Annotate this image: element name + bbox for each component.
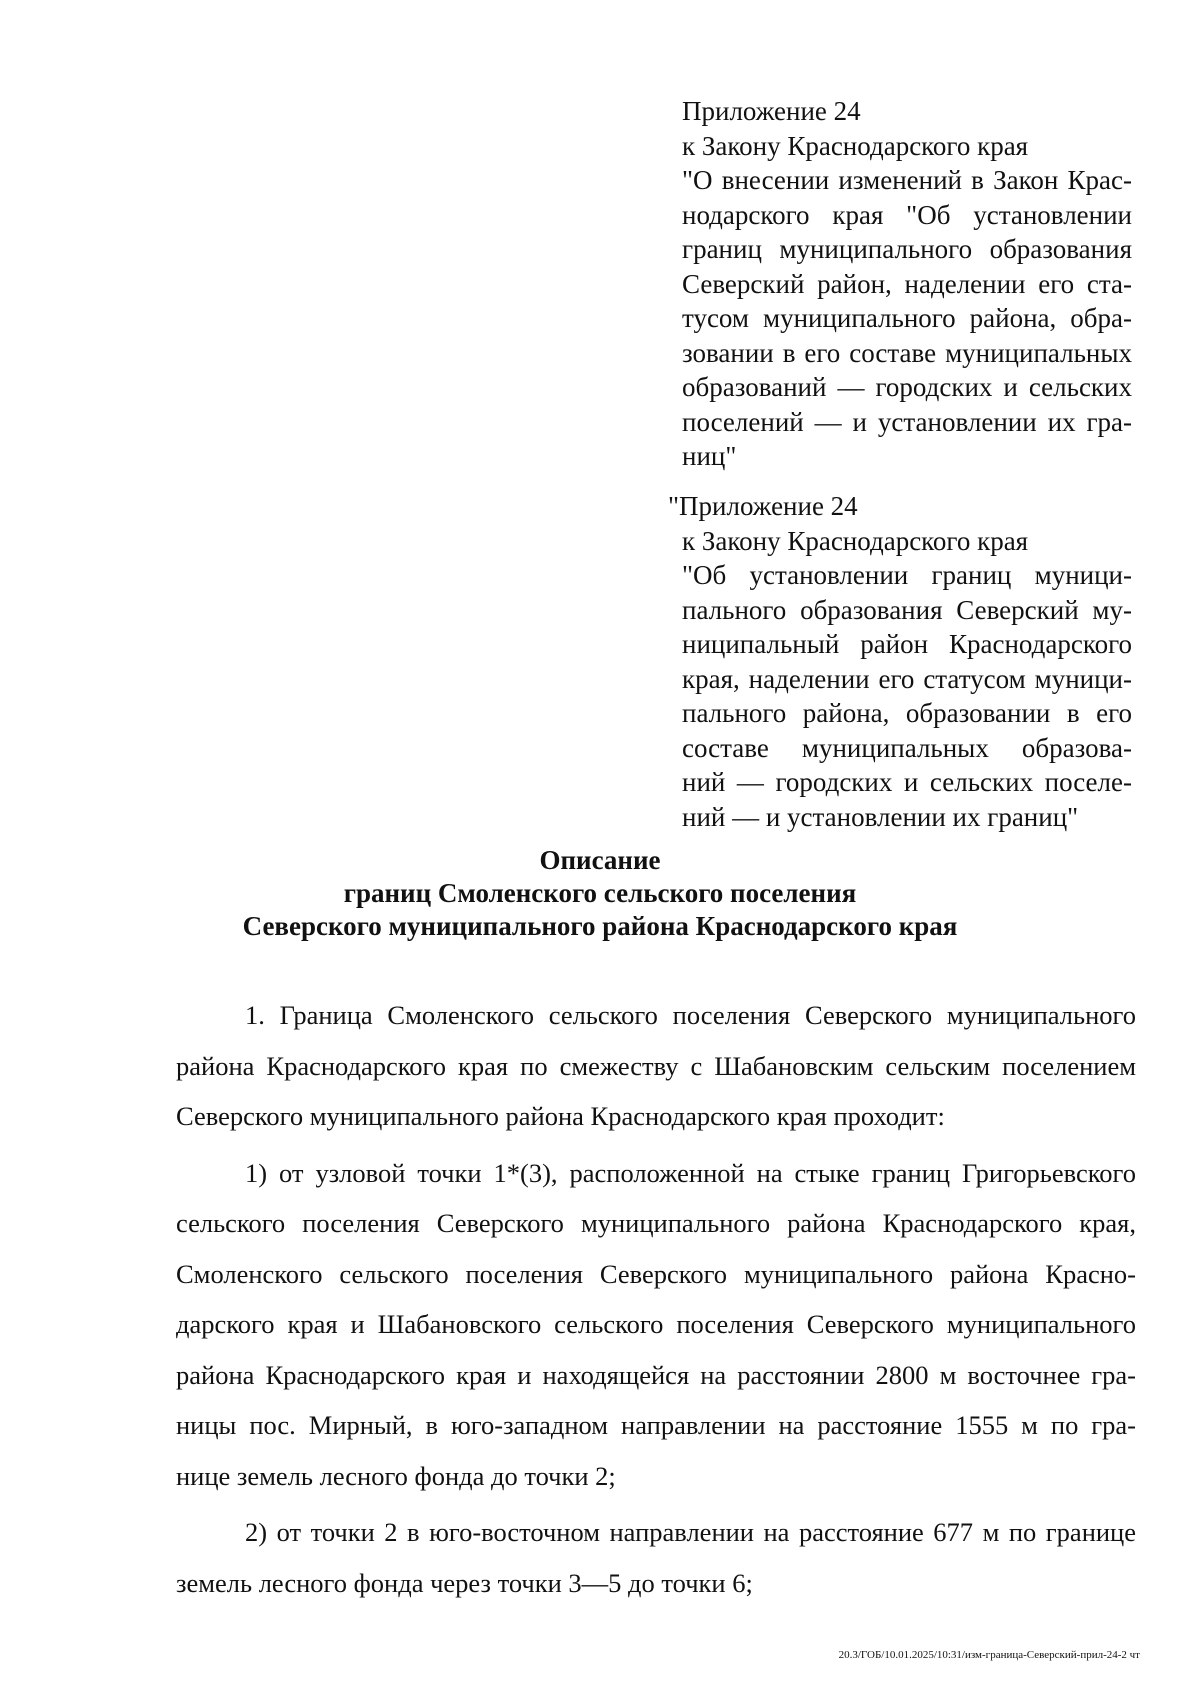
footer-document-code: 20.3/ГОБ/10.01.2025/10:31/изм-граница-Северский-прил-24-2 чт (838, 1649, 1140, 1661)
annex-line: "Приложение 24 (668, 491, 858, 521)
body-line: Северского муниципального района Краснодарского края проходит: (176, 1101, 945, 1131)
annex-line: образований — городских и сельских (682, 372, 1132, 402)
body-line: нице земель лесного фонда до точки 2; (176, 1460, 616, 1491)
document-body (176, 990, 1136, 1608)
body-line: района Краснодарского края по смежеству с Шабановским сельским поселением (176, 1050, 1136, 1081)
annex-line: Приложение 24 (682, 96, 861, 126)
paragraph-2 (176, 1148, 1136, 1502)
body-line: дарского края и Шабановского сельского поселения Северского муниципального (176, 1309, 1136, 1339)
body-line: земель лесного фонда через точки 3—5 до точки 6; (176, 1567, 753, 1598)
title-line-3: Северского муниципального района Краснодарского края (242, 911, 958, 941)
annex-line: "Об установлении границ муници- (682, 560, 1132, 590)
annex-line: границ муниципального образования (682, 234, 1132, 264)
annex-header-new (668, 489, 1132, 834)
title-line-1: Описание (539, 845, 661, 875)
title-line-2: границ Смоленского сельского поселения (343, 878, 857, 908)
annex-line: зовании в его составе муниципальных (682, 337, 1132, 368)
paragraph-3 (176, 1507, 1136, 1608)
annex-line: к Закону Краснодарского края (682, 130, 1029, 161)
annex-line: "О внесении изменений в Закон Крас- (682, 165, 1132, 195)
body-line: Смоленского сельского поселения Северского муниципального района Красно- (176, 1258, 1136, 1289)
annex-line: пального образования Северский му- (682, 594, 1132, 625)
annex-line: ний — и установлении их границ" (682, 801, 1079, 832)
body-line: района Краснодарского края и находящейся на расстоянии 2800 м восточнее гра- (176, 1359, 1136, 1390)
paragraph-1 (176, 990, 1136, 1142)
annex-line: края, наделении его статусом муници- (682, 663, 1132, 694)
body-line: ницы пос. Мирный, в юго-западном направлении на расстояние 1555 м по гра- (176, 1410, 1136, 1440)
annex-line: ниц" (682, 441, 737, 471)
annex-line: к Закону Краснодарского края (682, 525, 1029, 556)
annex-line: тусом муниципального района, обра- (682, 303, 1132, 333)
annex-line: ний — городских и сельских поселе- (682, 767, 1132, 797)
annex-line: составе муниципальных образова- (682, 732, 1132, 763)
body-line: 1) от узловой точки 1*(3), расположенной на стыке границ Григорьевского (245, 1157, 1136, 1188)
annex-line: пального района, образовании в его (682, 698, 1132, 728)
annex-line: Северский район, наделении его ста- (682, 268, 1132, 299)
annex-line: ниципальный район Краснодарского (682, 629, 1132, 659)
document-title (0, 844, 1200, 943)
body-line: 2) от точки 2 в юго-восточном направлении на расстояние 677 м по границе (245, 1517, 1136, 1547)
annex-line: поселений — и установлении их гра- (682, 406, 1132, 437)
annex-line: нодарского края "Об установлении (682, 199, 1132, 230)
annex-header-current (682, 94, 1132, 474)
body-line: сельского поселения Северского муниципального района Краснодарского края, (176, 1208, 1136, 1238)
body-line: 1. Граница Смоленского сельского поселения Северского муниципального (245, 1000, 1136, 1030)
